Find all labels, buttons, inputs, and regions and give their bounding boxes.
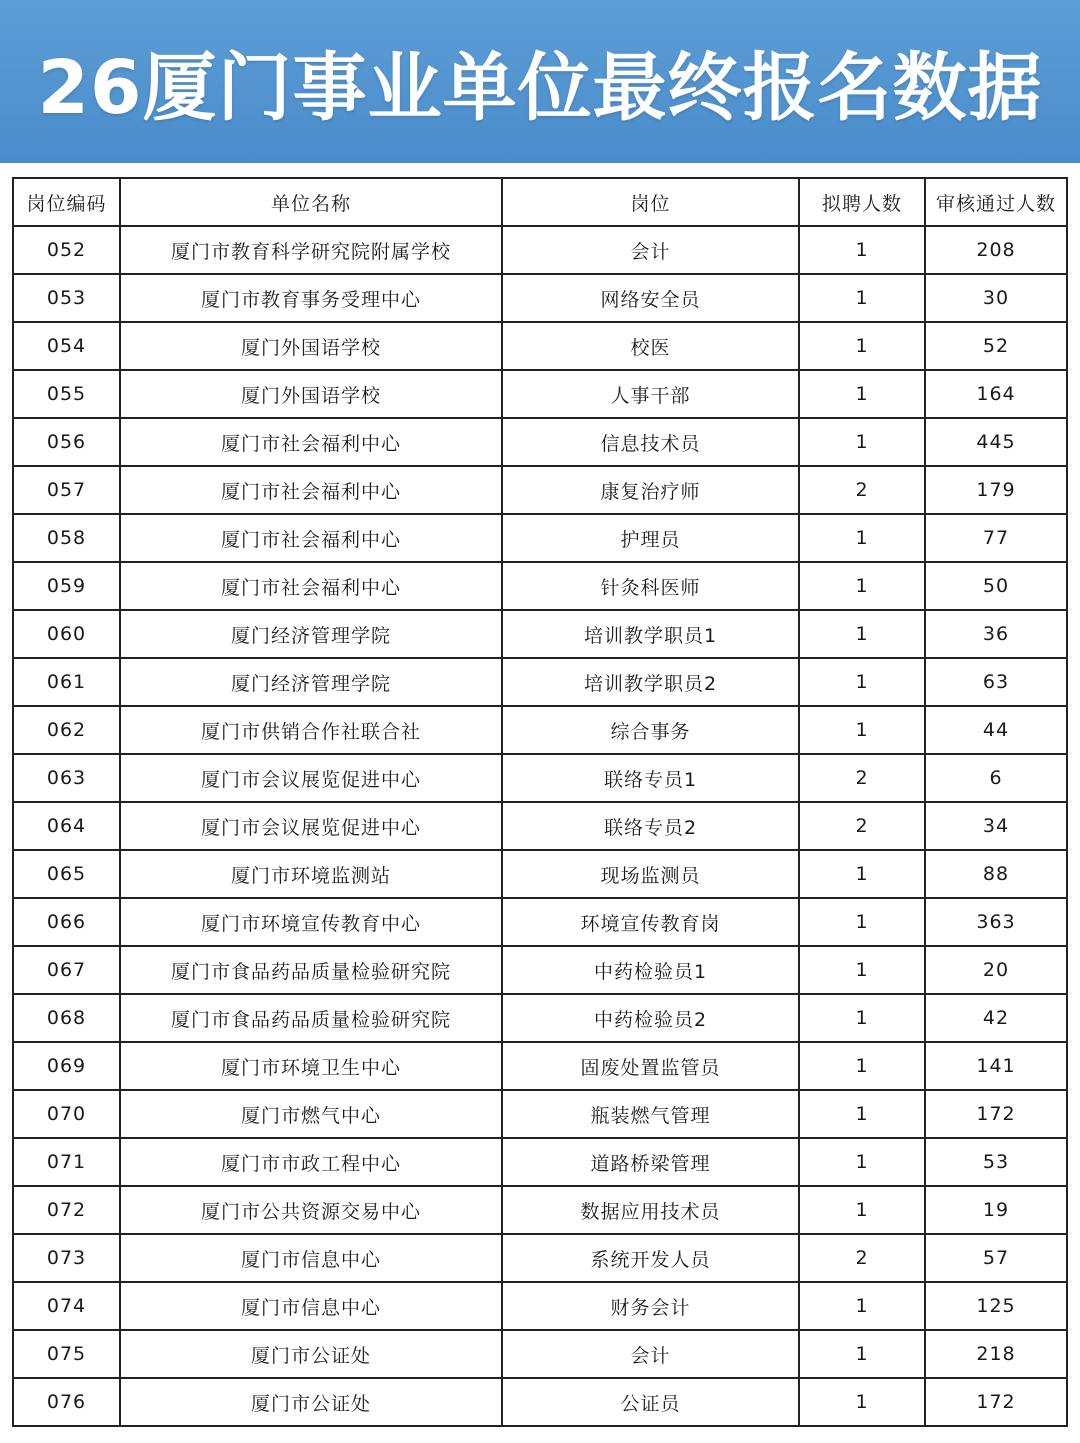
- cell-position: 固废处置监管员: [502, 1042, 799, 1090]
- cell-post-code: 075: [13, 1330, 120, 1378]
- cell-position: 人事干部: [502, 370, 799, 418]
- cell-position: 财务会计: [502, 1282, 799, 1330]
- cell-position: 联络专员1: [502, 754, 799, 802]
- cell-position: 网络安全员: [502, 274, 799, 322]
- cell-approved-count: 6: [925, 754, 1067, 802]
- cell-planned-hires: 1: [799, 1090, 925, 1138]
- table-row: [13, 1090, 1067, 1138]
- header-planned-hires: 拟聘人数: [799, 178, 925, 226]
- cell-approved-count: 218: [925, 1330, 1067, 1378]
- cell-post-code: 063: [13, 754, 120, 802]
- cell-planned-hires: 1: [799, 322, 925, 370]
- cell-approved-count: 36: [925, 610, 1067, 658]
- cell-planned-hires: 1: [799, 1378, 925, 1426]
- table-row: [13, 1330, 1067, 1378]
- cell-unit-name: 厦门市燃气中心: [120, 1090, 502, 1138]
- cell-planned-hires: 1: [799, 850, 925, 898]
- cell-unit-name: 厦门市社会福利中心: [120, 562, 502, 610]
- cell-unit-name: 厦门市社会福利中心: [120, 418, 502, 466]
- cell-position: 培训教学职员2: [502, 658, 799, 706]
- cell-approved-count: 50: [925, 562, 1067, 610]
- cell-unit-name: 厦门外国语学校: [120, 322, 502, 370]
- cell-position: 数据应用技术员: [502, 1186, 799, 1234]
- cell-post-code: 068: [13, 994, 120, 1042]
- cell-planned-hires: 1: [799, 898, 925, 946]
- cell-post-code: 061: [13, 658, 120, 706]
- cell-post-code: 074: [13, 1282, 120, 1330]
- cell-planned-hires: 1: [799, 370, 925, 418]
- cell-approved-count: 42: [925, 994, 1067, 1042]
- cell-position: 现场监测员: [502, 850, 799, 898]
- cell-unit-name: 厦门市环境宣传教育中心: [120, 898, 502, 946]
- cell-approved-count: 172: [925, 1378, 1067, 1426]
- cell-post-code: 062: [13, 706, 120, 754]
- cell-approved-count: 164: [925, 370, 1067, 418]
- cell-unit-name: 厦门市公证处: [120, 1378, 502, 1426]
- cell-unit-name: 厦门市供销合作社联合社: [120, 706, 502, 754]
- cell-position: 公证员: [502, 1378, 799, 1426]
- cell-approved-count: 208: [925, 226, 1067, 274]
- table-row: [13, 1186, 1067, 1234]
- cell-unit-name: 厦门市环境监测站: [120, 850, 502, 898]
- table-row: [13, 1378, 1067, 1426]
- table-row: [13, 754, 1067, 802]
- cell-position: 系统开发人员: [502, 1234, 799, 1282]
- cell-approved-count: 52: [925, 322, 1067, 370]
- cell-post-code: 067: [13, 946, 120, 994]
- table-row: [13, 370, 1067, 418]
- cell-position: 康复治疗师: [502, 466, 799, 514]
- table-row: [13, 706, 1067, 754]
- table-row: [13, 226, 1067, 274]
- cell-approved-count: 125: [925, 1282, 1067, 1330]
- cell-post-code: 053: [13, 274, 120, 322]
- header-position: 岗位: [502, 178, 799, 226]
- cell-position: 校医: [502, 322, 799, 370]
- cell-position: 道路桥梁管理: [502, 1138, 799, 1186]
- registration-table: [12, 177, 1068, 1427]
- cell-post-code: 071: [13, 1138, 120, 1186]
- cell-approved-count: 88: [925, 850, 1067, 898]
- cell-position: 综合事务: [502, 706, 799, 754]
- cell-position: 联络专员2: [502, 802, 799, 850]
- cell-approved-count: 172: [925, 1090, 1067, 1138]
- cell-post-code: 076: [13, 1378, 120, 1426]
- cell-approved-count: 445: [925, 418, 1067, 466]
- cell-planned-hires: 1: [799, 1042, 925, 1090]
- cell-unit-name: 厦门市环境卫生中心: [120, 1042, 502, 1090]
- table-row: [13, 850, 1067, 898]
- table-row: [13, 418, 1067, 466]
- cell-position: 信息技术员: [502, 418, 799, 466]
- cell-post-code: 057: [13, 466, 120, 514]
- cell-planned-hires: 1: [799, 274, 925, 322]
- cell-planned-hires: 1: [799, 658, 925, 706]
- cell-unit-name: 厦门经济管理学院: [120, 658, 502, 706]
- cell-unit-name: 厦门市市政工程中心: [120, 1138, 502, 1186]
- cell-planned-hires: 1: [799, 418, 925, 466]
- table-row: [13, 274, 1067, 322]
- cell-position: 会计: [502, 226, 799, 274]
- cell-approved-count: 34: [925, 802, 1067, 850]
- table-row: [13, 466, 1067, 514]
- table-row: [13, 1138, 1067, 1186]
- table-row: [13, 1282, 1067, 1330]
- cell-post-code: 060: [13, 610, 120, 658]
- cell-planned-hires: 2: [799, 1234, 925, 1282]
- cell-unit-name: 厦门市教育科学研究院附属学校: [120, 226, 502, 274]
- table-row: [13, 514, 1067, 562]
- cell-approved-count: 30: [925, 274, 1067, 322]
- cell-planned-hires: 2: [799, 754, 925, 802]
- cell-post-code: 054: [13, 322, 120, 370]
- cell-position: 中药检验员1: [502, 946, 799, 994]
- cell-approved-count: 20: [925, 946, 1067, 994]
- table-row: [13, 898, 1067, 946]
- cell-post-code: 055: [13, 370, 120, 418]
- cell-planned-hires: 1: [799, 994, 925, 1042]
- cell-post-code: 058: [13, 514, 120, 562]
- data-table-container: [12, 177, 1066, 1427]
- page-title: 26厦门事业单位最终报名数据: [37, 44, 1043, 131]
- cell-unit-name: 厦门市食品药品质量检验研究院: [120, 994, 502, 1042]
- cell-position: 瓶装燃气管理: [502, 1090, 799, 1138]
- cell-approved-count: 63: [925, 658, 1067, 706]
- cell-unit-name: 厦门经济管理学院: [120, 610, 502, 658]
- cell-position: 针灸科医师: [502, 562, 799, 610]
- cell-planned-hires: 1: [799, 946, 925, 994]
- cell-planned-hires: 1: [799, 1330, 925, 1378]
- cell-unit-name: 厦门市社会福利中心: [120, 466, 502, 514]
- cell-post-code: 069: [13, 1042, 120, 1090]
- table-row: [13, 1234, 1067, 1282]
- cell-unit-name: 厦门市会议展览促进中心: [120, 802, 502, 850]
- cell-unit-name: 厦门市社会福利中心: [120, 514, 502, 562]
- header-post-code: 岗位编码: [13, 178, 120, 226]
- header-unit-name: 单位名称: [120, 178, 502, 226]
- table-row: [13, 610, 1067, 658]
- cell-approved-count: 141: [925, 1042, 1067, 1090]
- cell-unit-name: 厦门市公证处: [120, 1330, 502, 1378]
- cell-position: 中药检验员2: [502, 994, 799, 1042]
- cell-approved-count: 363: [925, 898, 1067, 946]
- title-banner: [0, 0, 1080, 163]
- cell-planned-hires: 1: [799, 706, 925, 754]
- cell-post-code: 059: [13, 562, 120, 610]
- cell-planned-hires: 1: [799, 226, 925, 274]
- cell-planned-hires: 1: [799, 1282, 925, 1330]
- cell-post-code: 073: [13, 1234, 120, 1282]
- cell-post-code: 070: [13, 1090, 120, 1138]
- cell-post-code: 064: [13, 802, 120, 850]
- cell-approved-count: 53: [925, 1138, 1067, 1186]
- cell-post-code: 072: [13, 1186, 120, 1234]
- cell-unit-name: 厦门市信息中心: [120, 1282, 502, 1330]
- table-header-row: [13, 178, 1067, 226]
- table-row: [13, 322, 1067, 370]
- cell-planned-hires: 1: [799, 514, 925, 562]
- cell-position: 环境宣传教育岗: [502, 898, 799, 946]
- cell-unit-name: 厦门市公共资源交易中心: [120, 1186, 502, 1234]
- table-row: [13, 946, 1067, 994]
- table-row: [13, 658, 1067, 706]
- cell-post-code: 066: [13, 898, 120, 946]
- header-approved-count: 审核通过人数: [925, 178, 1067, 226]
- cell-planned-hires: 1: [799, 1186, 925, 1234]
- cell-approved-count: 44: [925, 706, 1067, 754]
- cell-planned-hires: 1: [799, 562, 925, 610]
- cell-planned-hires: 2: [799, 802, 925, 850]
- cell-position: 会计: [502, 1330, 799, 1378]
- table-row: [13, 994, 1067, 1042]
- cell-planned-hires: 2: [799, 466, 925, 514]
- cell-unit-name: 厦门市会议展览促进中心: [120, 754, 502, 802]
- cell-unit-name: 厦门市食品药品质量检验研究院: [120, 946, 502, 994]
- table-body: [13, 226, 1067, 1426]
- cell-unit-name: 厦门市信息中心: [120, 1234, 502, 1282]
- cell-post-code: 056: [13, 418, 120, 466]
- cell-approved-count: 77: [925, 514, 1067, 562]
- cell-approved-count: 57: [925, 1234, 1067, 1282]
- cell-unit-name: 厦门市教育事务受理中心: [120, 274, 502, 322]
- cell-planned-hires: 1: [799, 1138, 925, 1186]
- cell-approved-count: 19: [925, 1186, 1067, 1234]
- cell-post-code: 052: [13, 226, 120, 274]
- cell-planned-hires: 1: [799, 610, 925, 658]
- cell-post-code: 065: [13, 850, 120, 898]
- cell-position: 培训教学职员1: [502, 610, 799, 658]
- table-row: [13, 562, 1067, 610]
- table-row: [13, 802, 1067, 850]
- cell-unit-name: 厦门外国语学校: [120, 370, 502, 418]
- cell-position: 护理员: [502, 514, 799, 562]
- cell-approved-count: 179: [925, 466, 1067, 514]
- table-row: [13, 1042, 1067, 1090]
